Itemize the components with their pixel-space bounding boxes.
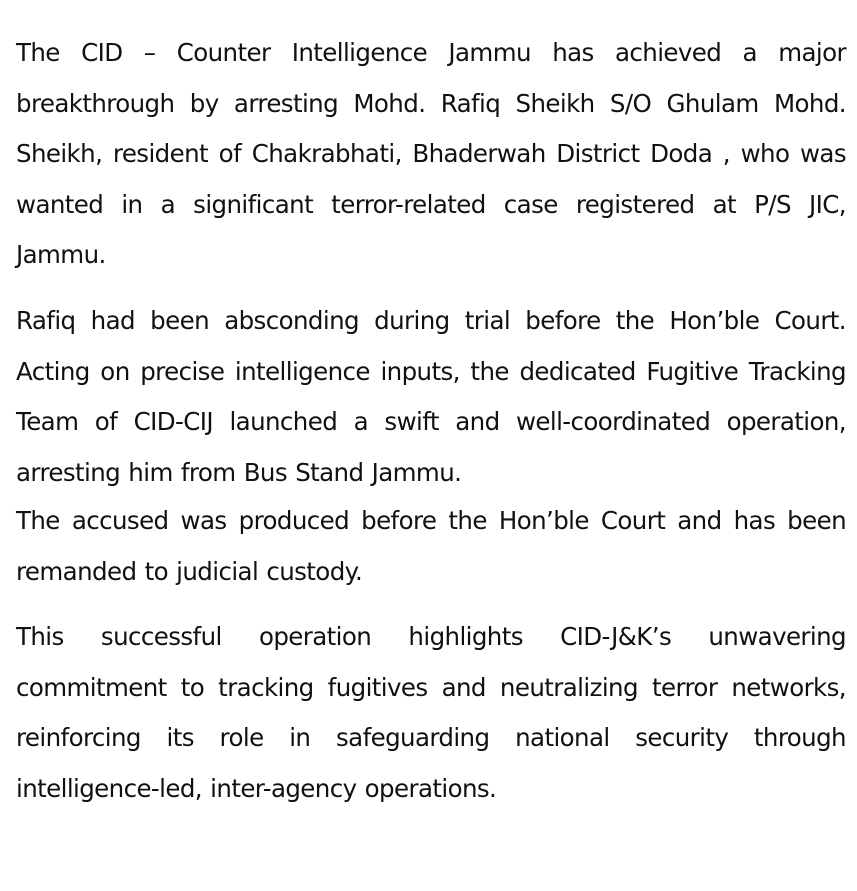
- paragraph-operation-details: Rafiq had been absconding during trial before the Hon’ble Court. Acting on precise intelligence inputs, the dedicated Fugitive Tracking Team of CID-CIJ launched a swift and well-coordinated operation, arresting him from Bus Stand Jammu.: [16, 306, 846, 487]
- paragraph-arrest-announcement: The CID – Counter Intelligence Jammu has achieved a major breakthrough by arresting Mohd. Rafiq Sheikh S/O Ghulam Mohd. Sheikh, resident of Chakrabhati, Bhaderwah District Doda , who was wanted in a significant terror-related case registered at P/S JIC, Jammu.: [16, 38, 846, 269]
- paragraph-custody-status: The accused was produced before the Hon’ble Court and has been remanded to judicial custody.: [16, 506, 846, 586]
- paragraph-commitment-statement: This successful operation highlights CID-J&K’s unwavering commitment to tracking fugitives and neutralizing terror networks, reinforcing its role in safeguarding national security through intelligence-led, inter-agency operations.: [16, 622, 846, 803]
